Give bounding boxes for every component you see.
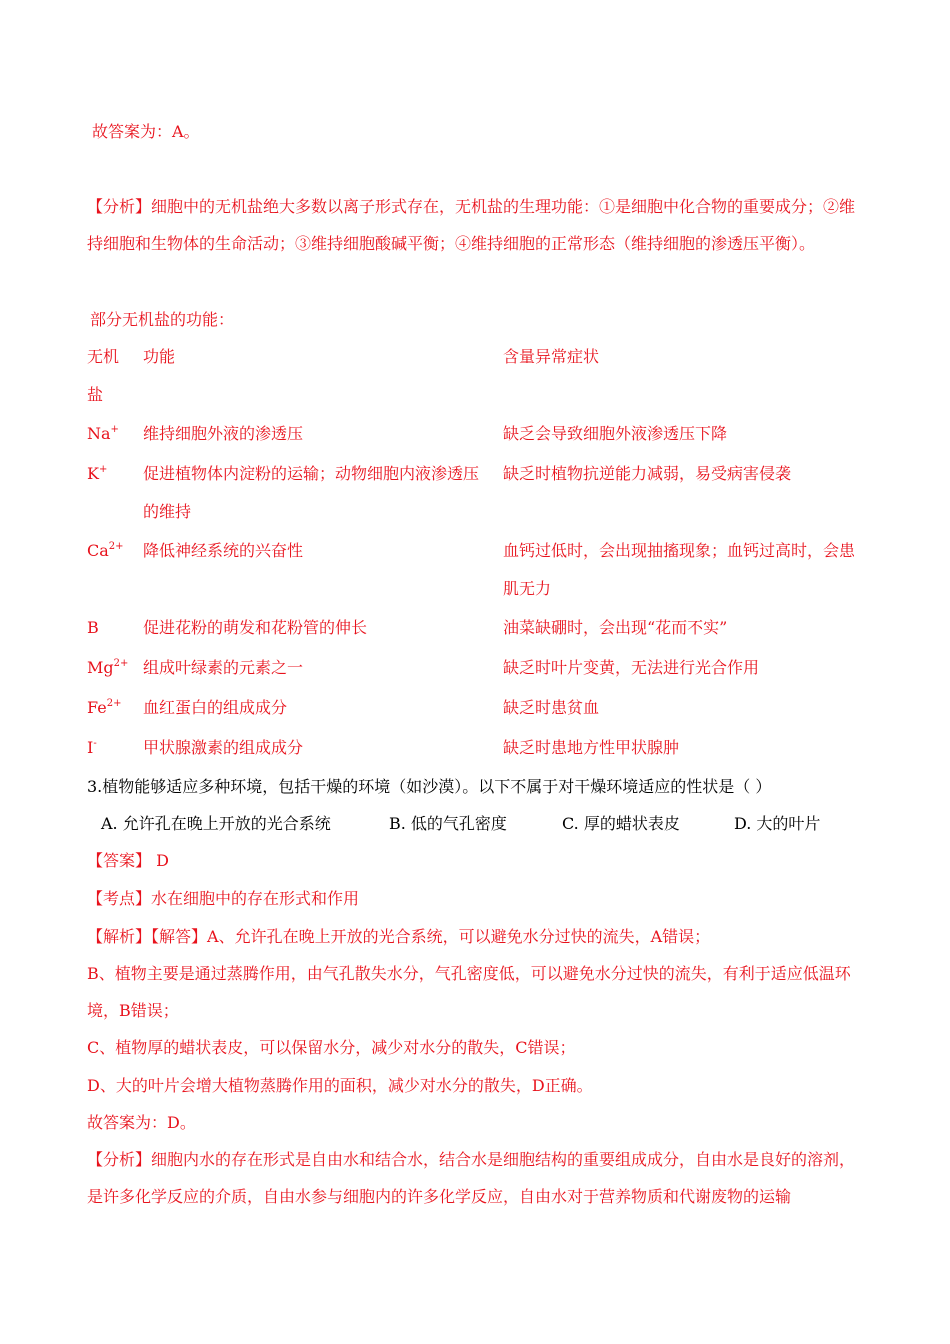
analysis-paragraph-2: 【分析】细胞内水的存在形式是自由水和结合水，结合水是细胞结构的重要组成成分，自由水是良好的溶剂，是许多化学反应的介质，自由水参与细胞内的许多化学反应，自由水对于营养物质和代谢废物的运输 [87,1150,856,1206]
function-cell: 维持细胞外液的渗透压 [143,424,304,443]
ion-cell: Na+ [87,424,119,443]
jieda-d: D、大的叶片会增大植物蒸腾作用的面积，减少对水分的散失，D正确。 [87,1076,593,1095]
option-b: B. 低的气孔密度 [389,814,507,833]
answer-line: 【答案】 D [87,851,169,870]
header-symptom: 含量异常症状 [503,347,600,366]
table-header-row [87,338,862,414]
jiexi-line: 【解析】【解答】A、允许孔在晚上开放的光合系统，可以避免水分过快的流失，A错误； [87,927,711,946]
header-ion: 无机盐 [87,347,120,404]
ion-cell: $Ca^{2+}$ [87,541,124,560]
symptom-cell: 油菜缺硼时，会出现“花而不实” [503,618,728,637]
ion-cell: I- [87,738,97,757]
function-cell: 组成叶绿素的元素之一 [143,658,304,677]
option-c: C. 厚的蜡状表皮 [562,814,680,833]
symptom-cell: 缺乏时患贫血 [503,698,600,717]
question-stem: 3.植物能够适应多种环境，包括干燥的环境（如沙漠）。以下不属于对干燥环境适应的性状是（ ） [87,777,772,796]
function-cell: 促进花粉的萌发和花粉管的伸长 [143,618,368,637]
ion-cell: K+ [87,464,108,483]
ion-cell: $Mg^{2+}$ [87,658,129,677]
table-subtitle: 部分无机盐的功能： [90,310,235,329]
jieda-b: B、植物主要是通过蒸腾作用，由气孔散失水分，气孔密度低，可以避免水分过快的流失，有利于适应低温环境，B错误； [87,964,851,1020]
symptom-cell: 缺乏时植物抗逆能力减弱，易受病害侵袭 [503,464,792,483]
analysis-paragraph: 【分析】细胞中的无机盐绝大多数以离子形式存在，无机盐的生理功能：①是细胞中化合物的重要成分；②维持细胞和生物体的生命活动；③维持细胞酸碱平衡；④维持细胞的正常形态（维持细胞的渗透压平衡）。 [87,197,856,253]
option-a: A. 允许孔在晚上开放的光合系统 [101,814,331,833]
final-answer: 故答案为：D。 [87,1113,196,1132]
function-cell: 降低神经系统的兴奋性 [143,541,304,560]
function-cell: 血红蛋白的组成成分 [143,698,288,717]
ion-cell: $Fe^{2+}$ [87,698,122,717]
symptom-cell: 缺乏时叶片变黄，无法进行光合作用 [503,658,760,677]
ion-cell: B [87,618,99,637]
function-cell: 甲状腺激素的组成成分 [143,738,304,757]
kaodian-line: 【考点】水在细胞中的存在形式和作用 [87,889,360,908]
header-function: 功能 [143,347,176,366]
symptom-cell: 血钙过低时，会出现抽搐现象；血钙过高时，会患肌无力 [503,541,856,598]
option-d: D. 大的叶片 [734,814,821,833]
previous-answer: 故答案为：A。 [92,122,200,141]
symptom-cell: 缺乏会导致细胞外液渗透压下降 [503,424,728,443]
jieda-c: C、植物厚的蜡状表皮，可以保留水分，减少对水分的散失，C错误； [87,1038,576,1057]
function-cell: 促进植物体内淀粉的运输；动物细胞内液渗透压的维持 [143,464,480,521]
symptom-cell: 缺乏时患地方性甲状腺肿 [503,738,680,757]
